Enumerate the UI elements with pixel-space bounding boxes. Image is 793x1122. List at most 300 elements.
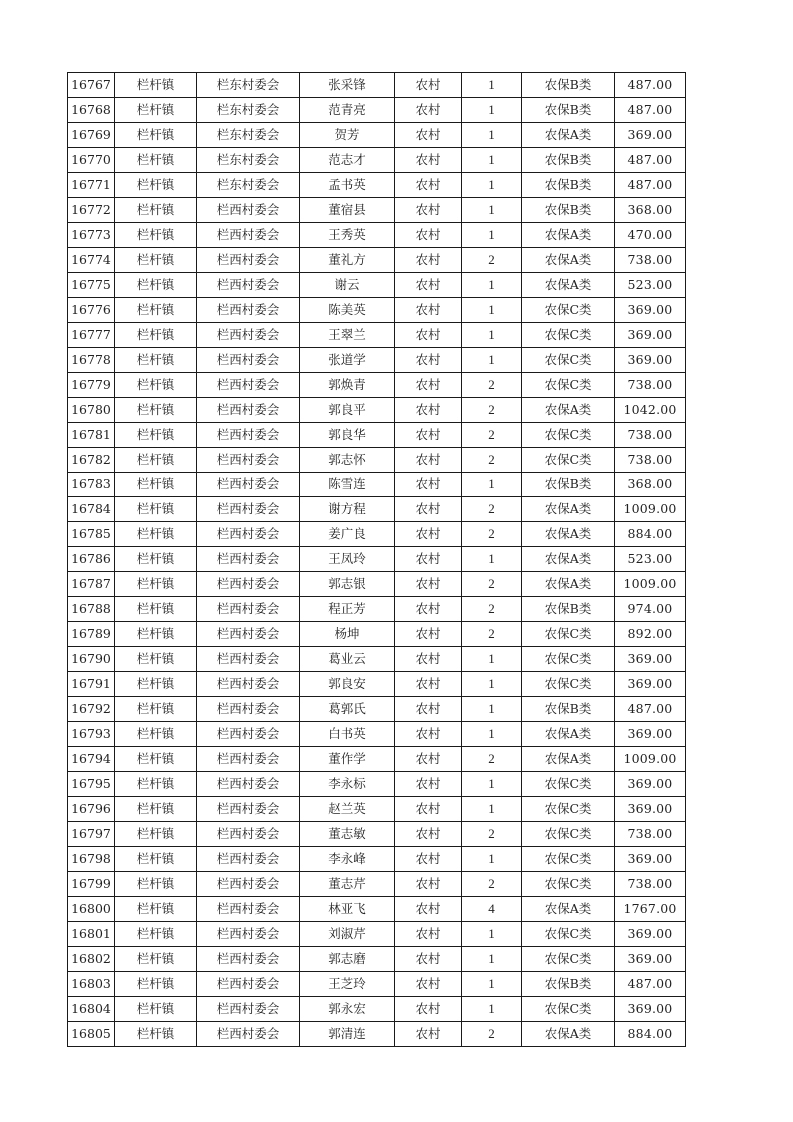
town-cell: 栏杆镇 xyxy=(115,822,197,847)
row-id-cell: 16791 xyxy=(68,672,115,697)
village-cell: 栏西村委会 xyxy=(197,971,300,996)
member-count-cell: 1 xyxy=(462,946,522,971)
row-id-cell: 16768 xyxy=(68,97,115,122)
person-name-cell: 程正芳 xyxy=(300,597,395,622)
member-count-cell: 1 xyxy=(462,971,522,996)
town-cell: 栏杆镇 xyxy=(115,647,197,672)
member-count-cell: 1 xyxy=(462,97,522,122)
insurance-category-cell: 农保C类 xyxy=(522,772,615,797)
household-type-cell: 农村 xyxy=(395,122,462,147)
amount-cell: 487.00 xyxy=(615,73,686,98)
person-name-cell: 董礼方 xyxy=(300,247,395,272)
table-row xyxy=(68,297,686,322)
amount-cell: 738.00 xyxy=(615,422,686,447)
row-id-cell: 16767 xyxy=(68,73,115,98)
household-type-cell: 农村 xyxy=(395,797,462,822)
village-cell: 栏西村委会 xyxy=(197,697,300,722)
person-name-cell: 陈美英 xyxy=(300,297,395,322)
town-cell: 栏杆镇 xyxy=(115,372,197,397)
town-cell: 栏杆镇 xyxy=(115,597,197,622)
insurance-category-cell: 农保A类 xyxy=(522,896,615,921)
row-id-cell: 16799 xyxy=(68,872,115,897)
village-cell: 栏西村委会 xyxy=(197,896,300,921)
village-cell: 栏西村委会 xyxy=(197,372,300,397)
household-type-cell: 农村 xyxy=(395,722,462,747)
insurance-category-cell: 农保C类 xyxy=(522,372,615,397)
household-type-cell: 农村 xyxy=(395,697,462,722)
village-cell: 栏西村委会 xyxy=(197,447,300,472)
household-type-cell: 农村 xyxy=(395,147,462,172)
insurance-category-cell: 农保B类 xyxy=(522,97,615,122)
amount-cell: 369.00 xyxy=(615,946,686,971)
town-cell: 栏杆镇 xyxy=(115,422,197,447)
person-name-cell: 葛业云 xyxy=(300,647,395,672)
village-cell: 栏西村委会 xyxy=(197,1021,300,1046)
village-cell: 栏西村委会 xyxy=(197,672,300,697)
insurance-category-cell: 农保A类 xyxy=(522,722,615,747)
village-cell: 栏西村委会 xyxy=(197,472,300,497)
row-id-cell: 16773 xyxy=(68,222,115,247)
town-cell: 栏杆镇 xyxy=(115,572,197,597)
amount-cell: 738.00 xyxy=(615,822,686,847)
member-count-cell: 2 xyxy=(462,447,522,472)
row-id-cell: 16794 xyxy=(68,747,115,772)
amount-cell: 369.00 xyxy=(615,772,686,797)
village-cell: 栏西村委会 xyxy=(197,247,300,272)
member-count-cell: 1 xyxy=(462,272,522,297)
person-name-cell: 范青亮 xyxy=(300,97,395,122)
row-id-cell: 16800 xyxy=(68,896,115,921)
amount-cell: 1767.00 xyxy=(615,896,686,921)
table-row xyxy=(68,921,686,946)
insurance-category-cell: 农保C类 xyxy=(522,347,615,372)
village-cell: 栏西村委会 xyxy=(197,597,300,622)
amount-cell: 368.00 xyxy=(615,472,686,497)
table-row xyxy=(68,946,686,971)
row-id-cell: 16801 xyxy=(68,921,115,946)
insurance-category-cell: 农保B类 xyxy=(522,472,615,497)
amount-cell: 369.00 xyxy=(615,921,686,946)
household-type-cell: 农村 xyxy=(395,572,462,597)
village-cell: 栏西村委会 xyxy=(197,497,300,522)
table-row xyxy=(68,497,686,522)
table-row xyxy=(68,572,686,597)
table-row xyxy=(68,597,686,622)
household-type-cell: 农村 xyxy=(395,921,462,946)
row-id-cell: 16770 xyxy=(68,147,115,172)
amount-cell: 368.00 xyxy=(615,197,686,222)
household-type-cell: 农村 xyxy=(395,422,462,447)
table-row xyxy=(68,122,686,147)
table-row xyxy=(68,197,686,222)
table-row xyxy=(68,322,686,347)
household-type-cell: 农村 xyxy=(395,347,462,372)
person-name-cell: 陈雪连 xyxy=(300,472,395,497)
insurance-category-cell: 农保A类 xyxy=(522,522,615,547)
person-name-cell: 孟书英 xyxy=(300,172,395,197)
insurance-category-cell: 农保C类 xyxy=(522,847,615,872)
insurance-category-cell: 农保B类 xyxy=(522,147,615,172)
amount-cell: 1009.00 xyxy=(615,747,686,772)
member-count-cell: 2 xyxy=(462,597,522,622)
insurance-category-cell: 农保B类 xyxy=(522,172,615,197)
amount-cell: 884.00 xyxy=(615,1021,686,1046)
household-type-cell: 农村 xyxy=(395,772,462,797)
insurance-category-cell: 农保A类 xyxy=(522,247,615,272)
row-id-cell: 16796 xyxy=(68,797,115,822)
insurance-category-cell: 农保C类 xyxy=(522,946,615,971)
person-name-cell: 郭良华 xyxy=(300,422,395,447)
amount-cell: 470.00 xyxy=(615,222,686,247)
town-cell: 栏杆镇 xyxy=(115,921,197,946)
village-cell: 栏西村委会 xyxy=(197,822,300,847)
table-row xyxy=(68,672,686,697)
household-type-cell: 农村 xyxy=(395,622,462,647)
table-row xyxy=(68,822,686,847)
person-name-cell: 郭焕青 xyxy=(300,372,395,397)
insurance-category-cell: 农保A类 xyxy=(522,547,615,572)
household-type-cell: 农村 xyxy=(395,497,462,522)
table-row xyxy=(68,347,686,372)
person-name-cell: 王翠兰 xyxy=(300,322,395,347)
insurance-category-cell: 农保C类 xyxy=(522,797,615,822)
table-row xyxy=(68,172,686,197)
village-cell: 栏东村委会 xyxy=(197,172,300,197)
row-id-cell: 16802 xyxy=(68,946,115,971)
table-row xyxy=(68,697,686,722)
row-id-cell: 16792 xyxy=(68,697,115,722)
member-count-cell: 1 xyxy=(462,547,522,572)
person-name-cell: 贺芳 xyxy=(300,122,395,147)
person-name-cell: 李永峰 xyxy=(300,847,395,872)
amount-cell: 369.00 xyxy=(615,347,686,372)
village-cell: 栏西村委会 xyxy=(197,722,300,747)
village-cell: 栏西村委会 xyxy=(197,222,300,247)
member-count-cell: 2 xyxy=(462,622,522,647)
table-row xyxy=(68,722,686,747)
insurance-category-cell: 农保C类 xyxy=(522,422,615,447)
amount-cell: 369.00 xyxy=(615,797,686,822)
insurance-category-cell: 农保C类 xyxy=(522,921,615,946)
household-type-cell: 农村 xyxy=(395,272,462,297)
household-type-cell: 农村 xyxy=(395,647,462,672)
person-name-cell: 郭永宏 xyxy=(300,996,395,1021)
town-cell: 栏杆镇 xyxy=(115,197,197,222)
town-cell: 栏杆镇 xyxy=(115,946,197,971)
amount-cell: 738.00 xyxy=(615,247,686,272)
member-count-cell: 1 xyxy=(462,322,522,347)
household-type-cell: 农村 xyxy=(395,73,462,98)
table-row xyxy=(68,647,686,672)
row-id-cell: 16793 xyxy=(68,722,115,747)
insurance-category-cell: 农保A类 xyxy=(522,747,615,772)
member-count-cell: 4 xyxy=(462,896,522,921)
town-cell: 栏杆镇 xyxy=(115,222,197,247)
amount-cell: 738.00 xyxy=(615,372,686,397)
insurance-category-cell: 农保C类 xyxy=(522,322,615,347)
person-name-cell: 刘淑芹 xyxy=(300,921,395,946)
village-cell: 栏西村委会 xyxy=(197,297,300,322)
row-id-cell: 16769 xyxy=(68,122,115,147)
town-cell: 栏杆镇 xyxy=(115,447,197,472)
member-count-cell: 1 xyxy=(462,297,522,322)
person-name-cell: 范志才 xyxy=(300,147,395,172)
table-row xyxy=(68,147,686,172)
insurance-category-cell: 农保A类 xyxy=(522,397,615,422)
table-row xyxy=(68,847,686,872)
town-cell: 栏杆镇 xyxy=(115,347,197,372)
row-id-cell: 16790 xyxy=(68,647,115,672)
town-cell: 栏杆镇 xyxy=(115,847,197,872)
household-type-cell: 农村 xyxy=(395,847,462,872)
row-id-cell: 16777 xyxy=(68,322,115,347)
row-id-cell: 16774 xyxy=(68,247,115,272)
person-name-cell: 董志芹 xyxy=(300,872,395,897)
table-row xyxy=(68,222,686,247)
household-type-cell: 农村 xyxy=(395,896,462,921)
person-name-cell: 李永标 xyxy=(300,772,395,797)
town-cell: 栏杆镇 xyxy=(115,896,197,921)
village-cell: 栏东村委会 xyxy=(197,147,300,172)
household-type-cell: 农村 xyxy=(395,996,462,1021)
insurance-category-cell: 农保C类 xyxy=(522,647,615,672)
amount-cell: 369.00 xyxy=(615,722,686,747)
table-row xyxy=(68,872,686,897)
member-count-cell: 1 xyxy=(462,122,522,147)
amount-cell: 1042.00 xyxy=(615,397,686,422)
household-type-cell: 农村 xyxy=(395,522,462,547)
town-cell: 栏杆镇 xyxy=(115,322,197,347)
row-id-cell: 16782 xyxy=(68,447,115,472)
amount-cell: 1009.00 xyxy=(615,572,686,597)
member-count-cell: 1 xyxy=(462,222,522,247)
village-cell: 栏西村委会 xyxy=(197,747,300,772)
table-row xyxy=(68,472,686,497)
insurance-category-cell: 农保A类 xyxy=(522,497,615,522)
table-row xyxy=(68,272,686,297)
town-cell: 栏杆镇 xyxy=(115,722,197,747)
roster-table xyxy=(67,72,686,1047)
table-row xyxy=(68,1021,686,1046)
member-count-cell: 1 xyxy=(462,647,522,672)
row-id-cell: 16803 xyxy=(68,971,115,996)
household-type-cell: 农村 xyxy=(395,197,462,222)
town-cell: 栏杆镇 xyxy=(115,547,197,572)
amount-cell: 487.00 xyxy=(615,971,686,996)
village-cell: 栏西村委会 xyxy=(197,772,300,797)
row-id-cell: 16786 xyxy=(68,547,115,572)
town-cell: 栏杆镇 xyxy=(115,996,197,1021)
household-type-cell: 农村 xyxy=(395,472,462,497)
household-type-cell: 农村 xyxy=(395,297,462,322)
household-type-cell: 农村 xyxy=(395,597,462,622)
insurance-category-cell: 农保B类 xyxy=(522,697,615,722)
village-cell: 栏西村委会 xyxy=(197,397,300,422)
member-count-cell: 1 xyxy=(462,147,522,172)
town-cell: 栏杆镇 xyxy=(115,772,197,797)
row-id-cell: 16805 xyxy=(68,1021,115,1046)
table-row xyxy=(68,422,686,447)
person-name-cell: 王秀英 xyxy=(300,222,395,247)
town-cell: 栏杆镇 xyxy=(115,147,197,172)
town-cell: 栏杆镇 xyxy=(115,747,197,772)
row-id-cell: 16804 xyxy=(68,996,115,1021)
member-count-cell: 2 xyxy=(462,497,522,522)
household-type-cell: 农村 xyxy=(395,946,462,971)
row-id-cell: 16789 xyxy=(68,622,115,647)
amount-cell: 369.00 xyxy=(615,672,686,697)
town-cell: 栏杆镇 xyxy=(115,797,197,822)
row-id-cell: 16780 xyxy=(68,397,115,422)
person-name-cell: 郭良安 xyxy=(300,672,395,697)
row-id-cell: 16778 xyxy=(68,347,115,372)
member-count-cell: 2 xyxy=(462,872,522,897)
person-name-cell: 郭清连 xyxy=(300,1021,395,1046)
household-type-cell: 农村 xyxy=(395,247,462,272)
person-name-cell: 葛郭氏 xyxy=(300,697,395,722)
insurance-category-cell: 农保B类 xyxy=(522,971,615,996)
table-row xyxy=(68,447,686,472)
insurance-category-cell: 农保B类 xyxy=(522,73,615,98)
row-id-cell: 16787 xyxy=(68,572,115,597)
row-id-cell: 16772 xyxy=(68,197,115,222)
member-count-cell: 1 xyxy=(462,73,522,98)
row-id-cell: 16779 xyxy=(68,372,115,397)
village-cell: 栏西村委会 xyxy=(197,522,300,547)
amount-cell: 487.00 xyxy=(615,172,686,197)
village-cell: 栏西村委会 xyxy=(197,647,300,672)
row-id-cell: 16776 xyxy=(68,297,115,322)
member-count-cell: 1 xyxy=(462,472,522,497)
table-row xyxy=(68,397,686,422)
town-cell: 栏杆镇 xyxy=(115,397,197,422)
household-type-cell: 农村 xyxy=(395,322,462,347)
member-count-cell: 2 xyxy=(462,372,522,397)
amount-cell: 369.00 xyxy=(615,122,686,147)
town-cell: 栏杆镇 xyxy=(115,297,197,322)
village-cell: 栏西村委会 xyxy=(197,996,300,1021)
town-cell: 栏杆镇 xyxy=(115,1021,197,1046)
member-count-cell: 2 xyxy=(462,822,522,847)
member-count-cell: 1 xyxy=(462,172,522,197)
roster-table-body xyxy=(68,73,686,1047)
town-cell: 栏杆镇 xyxy=(115,697,197,722)
member-count-cell: 1 xyxy=(462,197,522,222)
amount-cell: 738.00 xyxy=(615,447,686,472)
amount-cell: 487.00 xyxy=(615,147,686,172)
amount-cell: 523.00 xyxy=(615,272,686,297)
household-type-cell: 农村 xyxy=(395,372,462,397)
amount-cell: 369.00 xyxy=(615,297,686,322)
member-count-cell: 1 xyxy=(462,772,522,797)
amount-cell: 487.00 xyxy=(615,697,686,722)
person-name-cell: 董宿县 xyxy=(300,197,395,222)
row-id-cell: 16784 xyxy=(68,497,115,522)
town-cell: 栏杆镇 xyxy=(115,172,197,197)
member-count-cell: 1 xyxy=(462,722,522,747)
household-type-cell: 农村 xyxy=(395,822,462,847)
household-type-cell: 农村 xyxy=(395,971,462,996)
row-id-cell: 16795 xyxy=(68,772,115,797)
person-name-cell: 张道学 xyxy=(300,347,395,372)
row-id-cell: 16775 xyxy=(68,272,115,297)
insurance-category-cell: 农保C类 xyxy=(522,672,615,697)
amount-cell: 487.00 xyxy=(615,97,686,122)
insurance-category-cell: 农保A类 xyxy=(522,222,615,247)
row-id-cell: 16798 xyxy=(68,847,115,872)
town-cell: 栏杆镇 xyxy=(115,122,197,147)
insurance-category-cell: 农保C类 xyxy=(522,447,615,472)
town-cell: 栏杆镇 xyxy=(115,672,197,697)
person-name-cell: 王芝玲 xyxy=(300,971,395,996)
town-cell: 栏杆镇 xyxy=(115,872,197,897)
member-count-cell: 2 xyxy=(462,572,522,597)
person-name-cell: 白书英 xyxy=(300,722,395,747)
village-cell: 栏西村委会 xyxy=(197,572,300,597)
insurance-category-cell: 农保A类 xyxy=(522,1021,615,1046)
amount-cell: 369.00 xyxy=(615,996,686,1021)
amount-cell: 884.00 xyxy=(615,522,686,547)
person-name-cell: 张采锋 xyxy=(300,73,395,98)
member-count-cell: 2 xyxy=(462,422,522,447)
person-name-cell: 林亚飞 xyxy=(300,896,395,921)
village-cell: 栏西村委会 xyxy=(197,322,300,347)
table-row xyxy=(68,547,686,572)
household-type-cell: 农村 xyxy=(395,222,462,247)
table-row xyxy=(68,896,686,921)
insurance-category-cell: 农保C类 xyxy=(522,822,615,847)
row-id-cell: 16781 xyxy=(68,422,115,447)
table-row xyxy=(68,971,686,996)
amount-cell: 974.00 xyxy=(615,597,686,622)
insurance-category-cell: 农保C类 xyxy=(522,622,615,647)
town-cell: 栏杆镇 xyxy=(115,522,197,547)
village-cell: 栏西村委会 xyxy=(197,872,300,897)
person-name-cell: 郭良平 xyxy=(300,397,395,422)
village-cell: 栏西村委会 xyxy=(197,422,300,447)
town-cell: 栏杆镇 xyxy=(115,247,197,272)
table-row xyxy=(68,372,686,397)
amount-cell: 738.00 xyxy=(615,872,686,897)
person-name-cell: 董作学 xyxy=(300,747,395,772)
table-row xyxy=(68,522,686,547)
household-type-cell: 农村 xyxy=(395,872,462,897)
household-type-cell: 农村 xyxy=(395,397,462,422)
person-name-cell: 赵兰英 xyxy=(300,797,395,822)
table-row xyxy=(68,97,686,122)
person-name-cell: 谢云 xyxy=(300,272,395,297)
household-type-cell: 农村 xyxy=(395,747,462,772)
household-type-cell: 农村 xyxy=(395,97,462,122)
amount-cell: 369.00 xyxy=(615,322,686,347)
person-name-cell: 谢方程 xyxy=(300,497,395,522)
insurance-category-cell: 农保A类 xyxy=(522,122,615,147)
insurance-category-cell: 农保B类 xyxy=(522,197,615,222)
member-count-cell: 1 xyxy=(462,996,522,1021)
table-row xyxy=(68,996,686,1021)
row-id-cell: 16771 xyxy=(68,172,115,197)
row-id-cell: 16783 xyxy=(68,472,115,497)
village-cell: 栏东村委会 xyxy=(197,73,300,98)
insurance-category-cell: 农保B类 xyxy=(522,597,615,622)
table-row xyxy=(68,622,686,647)
member-count-cell: 1 xyxy=(462,672,522,697)
village-cell: 栏东村委会 xyxy=(197,97,300,122)
insurance-category-cell: 农保A类 xyxy=(522,572,615,597)
person-name-cell: 姜广良 xyxy=(300,522,395,547)
village-cell: 栏西村委会 xyxy=(197,272,300,297)
amount-cell: 1009.00 xyxy=(615,497,686,522)
